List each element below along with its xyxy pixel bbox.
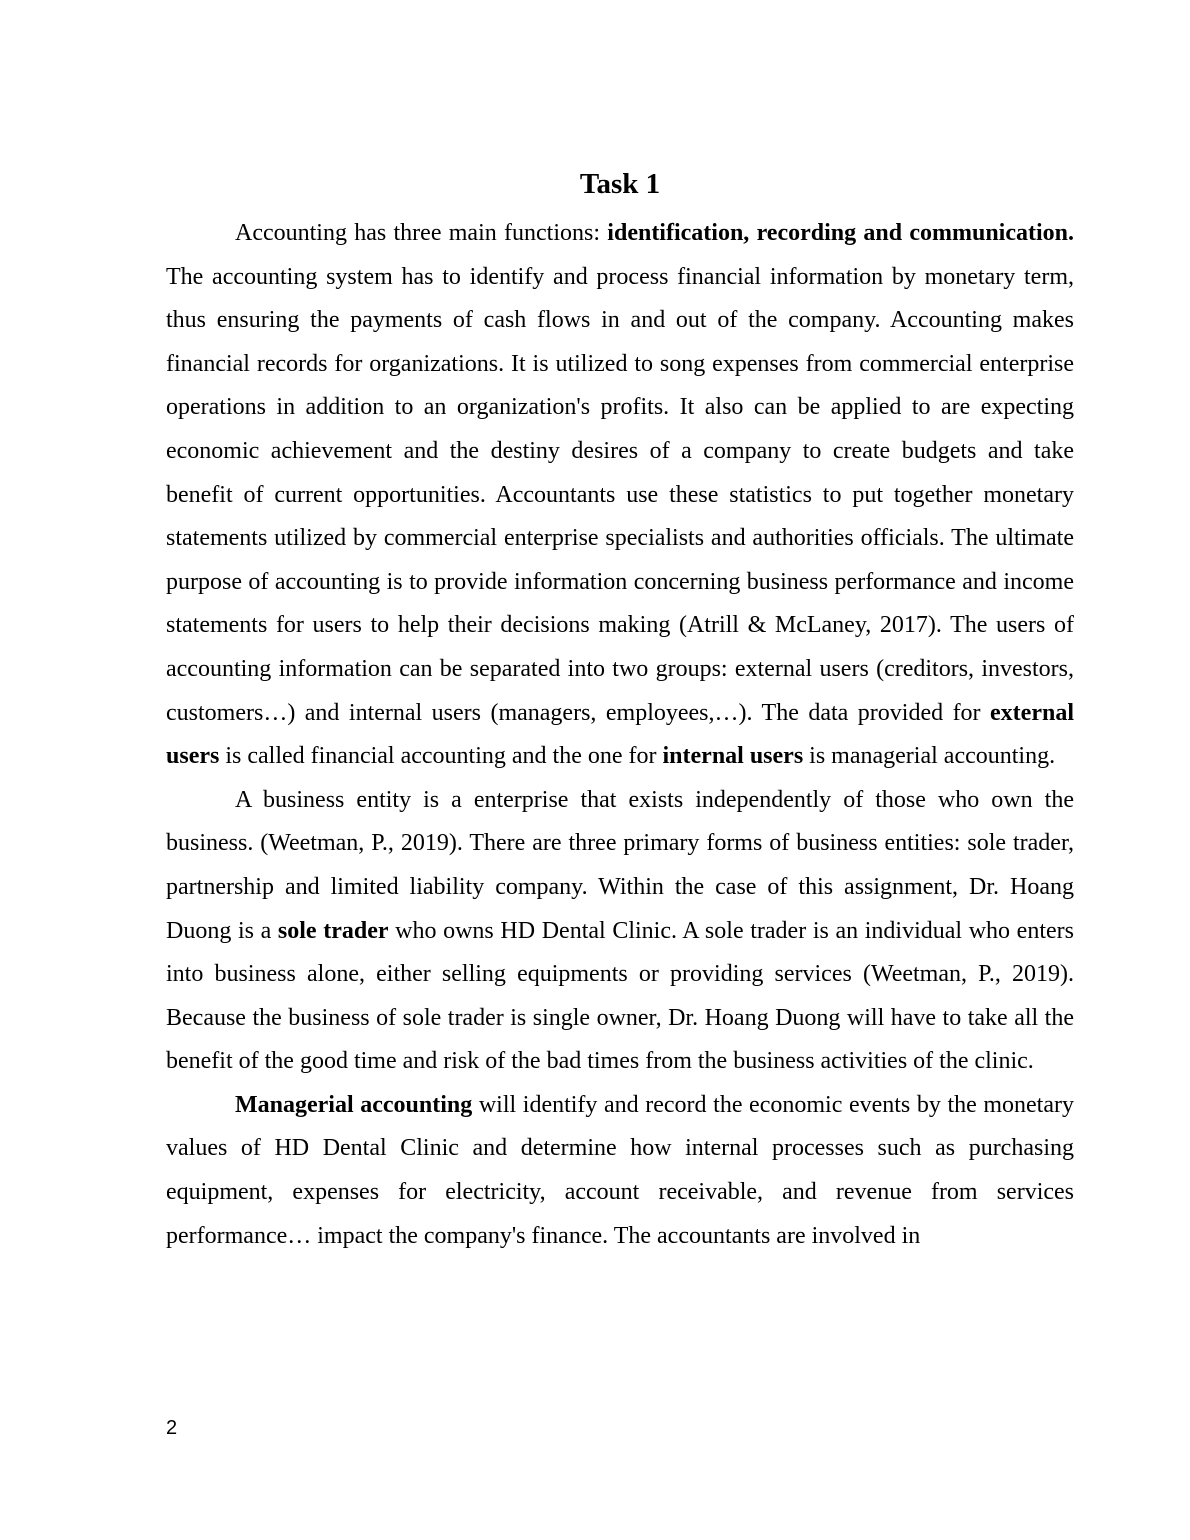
bold-text-segment: Managerial accounting: [235, 1091, 473, 1118]
document-title: Task 1: [579, 168, 661, 200]
bold-text-segment: sole trader: [277, 917, 389, 944]
document-body: [166, 212, 1074, 1258]
bold-text-segment: external users: [166, 699, 1074, 770]
text-segment: who owns HD Dental Clinic. A sole trader is an individual who enters into business alone, either selling equipments or providing services (Weetman, P., 2019). Because the business of sole trader is single owner, Dr. Hoang Duong will have to take all the benefit of the good time and risk of the bad times from the business activities of the clinic.: [166, 917, 1074, 1075]
paragraph-1: [166, 212, 1074, 779]
text-segment: is managerial accounting.: [803, 743, 1056, 770]
page-number: 2: [166, 1417, 178, 1439]
text-segment: is called financial accounting and the one for: [219, 743, 663, 770]
bold-text-segment: identification, recording and communication.: [607, 220, 1075, 246]
paragraph-2: [166, 779, 1074, 1084]
bold-text-segment: internal users: [662, 743, 804, 770]
paragraph-3: [166, 1084, 1074, 1258]
text-segment: will identify and record the economic events by the monetary values of HD Dental Clinic and determine how internal processes such as purchasing equipment, expenses for electricity, account receivable, and revenue from services performance… impact the company's finance. The accountants are involved in: [166, 1091, 1074, 1249]
text-segment: Accounting has three main functions:: [235, 220, 608, 246]
text-segment: A business entity is a enterprise that exists independently of those who own the business. (Weetman, P., 2019). There are three primary forms of business entities: sole trader, partnership and limited liability company. Within the case of this assignment, Dr. Hoang Duong is a: [166, 786, 1074, 944]
text-segment: The accounting system has to identify and process financial information by monetary term, thus ensuring the payments of cash flows in and out of the company. Accounting makes financial records for organizations. It is utilized to song expenses from commercial enterprise operations in addition to an organization's profits. It also can be applied to are expecting economic achievement and the destiny desires of a company to create budgets and take benefit of current opportunities. Accountants use these statistics to put together monetary statements utilized by commercial enterprise specialists and authorities officials. The ultimate purpose of accounting is to provide information concerning business performance and income statements for users to help their decisions making (Atrill & McLaney, 2017). The users of accounting information can be separated into two groups: external users (creditors, investors, customers…) and internal users (managers, employees,…). The data provided for: [166, 263, 1074, 726]
